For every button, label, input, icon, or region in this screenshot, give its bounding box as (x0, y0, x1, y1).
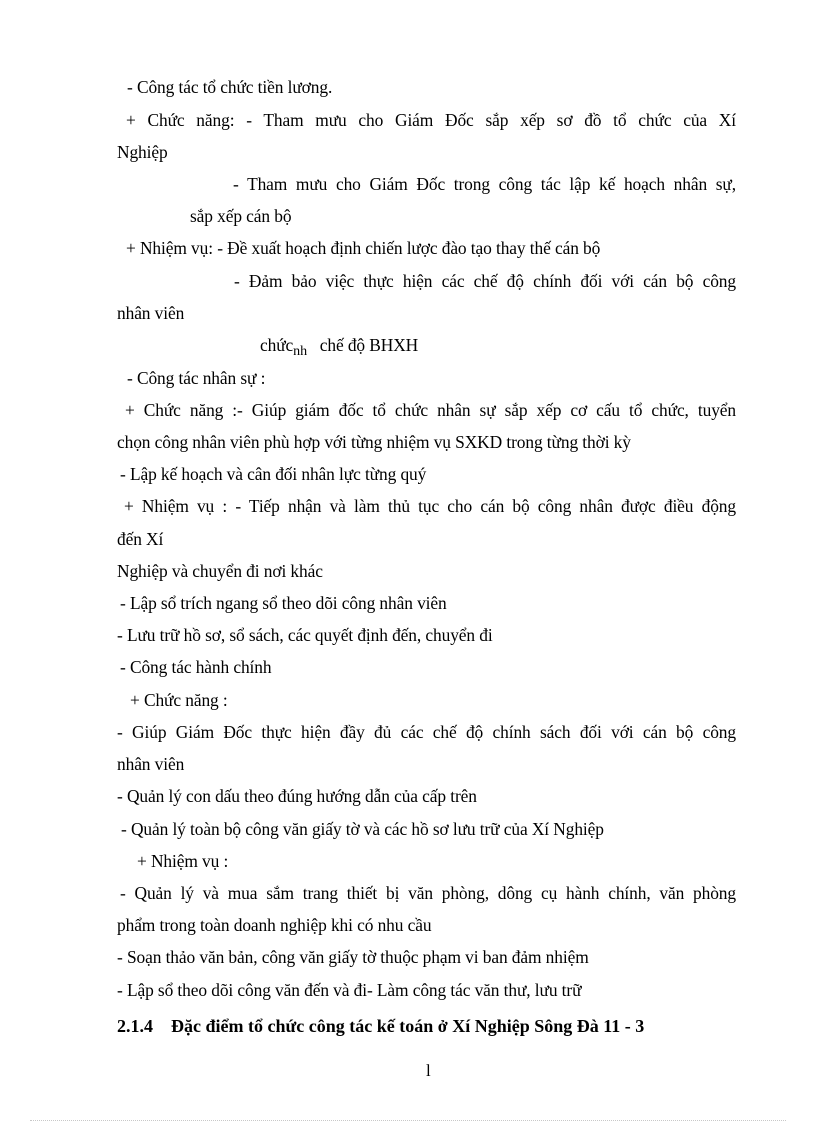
bhxh-word: chức (260, 335, 294, 355)
section-heading (117, 1014, 644, 1038)
text-line: nhân viên (117, 754, 185, 774)
text-line: + Nhiệm vụ : - Tiếp nhận và làm thủ tục cho cán bộ công nhân được điều động (124, 496, 736, 516)
page-divider (30, 1120, 786, 1121)
section-title: Đặc điểm tổ chức công tác kế toán ở Xí Nghiệp Sông Đà 11 - 3 (171, 1016, 645, 1036)
text-line: - Lập sổ theo dõi công văn đến và đi- Làm công tác văn thư, lưu trữ (117, 980, 582, 1000)
text-line: - Lập sổ trích ngang sổ theo dõi công nhân viên (120, 593, 447, 613)
text-line: + Nhiệm vụ: - Đề xuất hoạch định chiến lược đào tạo thay thế cán bộ (126, 238, 601, 258)
text-line: - Soạn thảo văn bản, công văn giấy tờ thuộc phạm vi ban đảm nhiệm (117, 947, 589, 967)
text-line: - Công tác tổ chức tiền lương. (127, 77, 333, 97)
text-line: Nghiệp (117, 142, 168, 162)
text-line: - Công tác hành chính (120, 657, 272, 677)
text-line: - Quản lý con dấu theo đúng hướng dẫn của cấp trên (117, 786, 477, 806)
text-line: Nghiệp và chuyển đi nơi khác (117, 561, 323, 581)
text-line: - Tham mưu cho Giám Đốc trong công tác lập kế hoạch nhân sự, (233, 174, 736, 194)
bhxh-subscript: nh (293, 344, 307, 359)
text-line: - Đảm bảo việc thực hiện các chế độ chính đối với cán bộ công (234, 271, 736, 291)
text-line: đến Xí (117, 529, 164, 549)
text-line: + Chức năng :- Giúp giám đốc tổ chức nhân sự sắp xếp cơ cấu tổ chức, tuyển (125, 400, 736, 420)
text-line: - Quản lý toàn bộ công văn giấy tờ và các hồ sơ lưu trữ của Xí Nghiệp (121, 819, 604, 839)
text-line: sắp xếp cán bộ (190, 206, 292, 226)
text-line: - Giúp Giám Đốc thực hiện đầy đủ các chế độ chính sách đối với cán bộ công (117, 722, 736, 742)
text-line: phẩm trong toàn doanh nghiệp khi có nhu cầu (117, 915, 432, 935)
text-line: - Lập kế hoạch và cân đối nhân lực từng quý (120, 464, 427, 484)
page-number: l (426, 1061, 431, 1080)
text-line: + Nhiệm vụ : (137, 851, 229, 871)
text-line: - Công tác nhân sự : (127, 368, 266, 388)
bhxh-text: chế độ BHXH (319, 335, 419, 355)
text-line: chọn công nhân viên phù hợp với từng nhiệm vụ SXKD trong từng thời kỳ (117, 432, 631, 452)
text-line: nhân viên (117, 303, 185, 323)
text-line: - Lưu trữ hồ sơ, sổ sách, các quyết định đến, chuyển đi (117, 625, 493, 645)
text-line: - Quản lý và mua sắm trang thiết bị văn phòng, dông cụ hành chính, văn phòng (120, 883, 736, 903)
section-number: 2.1.4 (117, 1016, 153, 1036)
text-line: + Chức năng: - Tham mưu cho Giám Đốc sắp xếp sơ đồ tổ chức của Xí (126, 110, 736, 130)
text-line: + Chức năng : (130, 690, 228, 710)
bhxh-line (260, 334, 418, 359)
